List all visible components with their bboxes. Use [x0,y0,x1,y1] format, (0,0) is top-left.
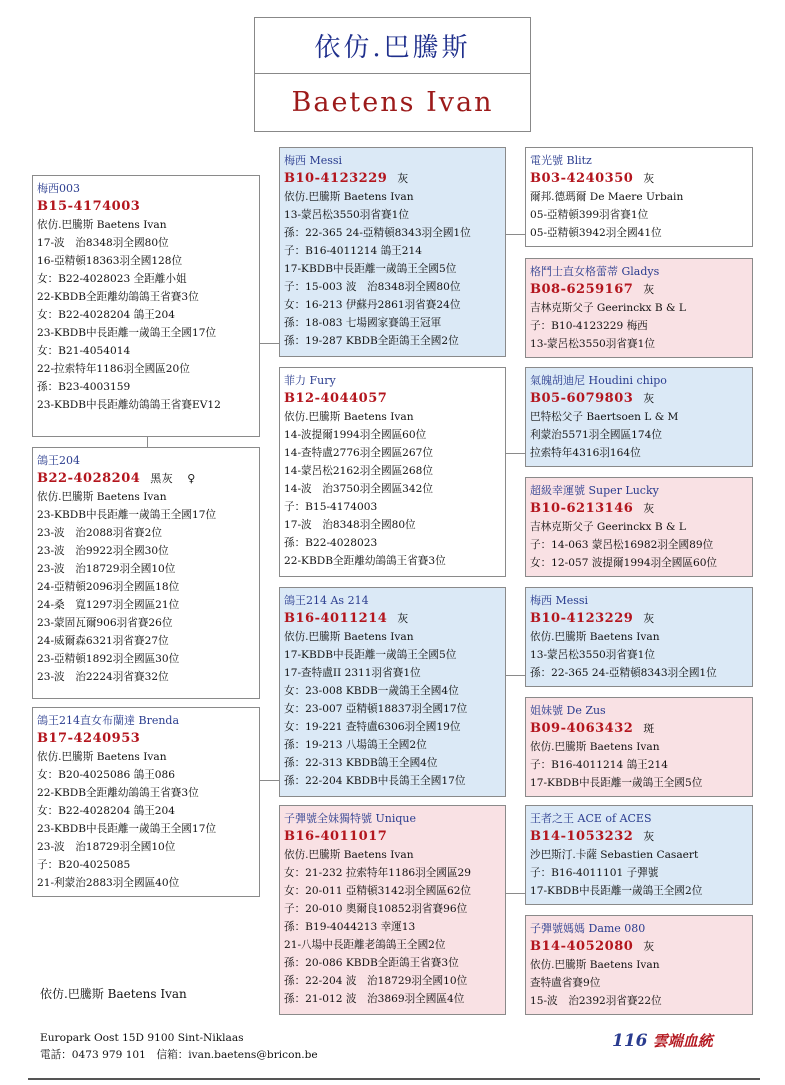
pigeon-name: 梅西 Messi [284,154,343,167]
feather-color: 灰 [643,172,655,185]
pedigree-line: 14-查特盧2776羽全國區267位 [284,447,433,459]
ring-number: B10-6213146 [530,501,634,516]
pedigree-line: 子：B16-4011214 鴿王214 [530,759,668,771]
pedigree-line: 17-KBDB中長距離一歲鴿王全國5位 [284,649,457,661]
ring-number-row [530,500,748,518]
pedigree-line: 孫：19-213 八場鴿王全國2位 [284,739,427,751]
pigeon-name: 鴿王214直女布蘭達 Brenda [37,714,180,727]
pigeon-name: 電光號 Blitz [530,154,592,167]
ring-number: B16-4011017 [284,829,388,844]
pedigree-line: 24-桑 寬1297羽全國區21位 [37,599,180,611]
pedigree-line: 23-KBDB中長距離一歲鴿王全國17位 [37,823,217,835]
card-dam [32,447,260,699]
card-dam-dam [279,805,506,1015]
pedigree-line: 依仿.巴騰斯 Baetens Ivan [284,411,414,423]
card-sss [525,147,753,247]
card-dam-sire [279,587,506,797]
pedigree-line: 孫：B19-4044213 幸運13 [284,921,416,933]
pigeon-name: 姐妹號 De Zus [530,704,606,717]
pedigree-line: 23-波 治2088羽省賽2位 [37,527,162,539]
pedigree-line: 依仿.巴騰斯 Baetens Ivan [37,751,167,763]
ring-number: B03-4240350 [530,171,634,186]
pedigree-line: 17-KBDB中長距離一歲鴿王全國5位 [530,777,703,789]
pedigree-line: 子：B16-4011101 子彈號 [530,867,659,879]
pigeon-name: 氣魄胡迪尼 Houdini chipo [530,374,667,387]
pedigree-line: 女：B22-4028023 全距離小姐 [37,273,187,285]
pigeon-name: 子彈號媽媽 Dame 080 [530,922,646,935]
card-ssd [525,258,753,358]
feather-color: 灰 [643,940,655,953]
pigeon-name: 鴿王214 As 214 [284,594,369,607]
ring-number-row [530,281,748,299]
title-box [254,17,531,132]
pedigree-line: 17-波 治8348羽全國80位 [284,519,416,531]
pedigree-line: 女：16-213 伊蘇丹2861羽省賽24位 [284,299,461,311]
card-ddd [525,915,753,1015]
pedigree-line: 22-KBDB全距離幼鴿鴿王省賽3位 [37,291,199,303]
pedigree-line: 23-波 治9922羽全國30位 [37,545,169,557]
pedigree-line: 17-KBDB中長距離一歲鴿王全國5位 [284,263,457,275]
feather-color: 灰 [643,392,655,405]
card-dsd [525,697,753,797]
pedigree-line: 女：23-008 KBDB一歲鴿王全國4位 [284,685,459,697]
pedigree-line: 孫：21-012 波 治3869羽全國區4位 [284,993,465,1005]
pedigree-line: 女：B20-4025086 鴿王086 [37,769,175,781]
pedigree-line: 孫：18-083 七場國家賽鴿王冠軍 [284,317,442,329]
card-sire-sire [279,147,506,357]
pedigree-line: 05-亞精頓3942羽全國41位 [530,227,662,239]
address: Europark Oost 15D 9100 Sint-Niklaas [40,1032,244,1044]
pedigree-line: 孫：22-365 24-亞精頓8343羽全國1位 [530,667,717,679]
card-sire [32,175,260,437]
connector [258,780,280,781]
pedigree-line: 孫：20-086 KBDB全距鴿王省賽3位 [284,957,459,969]
pedigree-line: 23-蒙固瓦爾906羽省賽26位 [37,617,173,629]
connector [505,893,525,894]
pigeon-name: 鴿王204 [37,454,80,467]
pedigree-line: 女：12-057 波提爾1994羽全國區60位 [530,557,718,569]
pedigree-line: 巴特松父子 Baertsoen L & M [530,411,679,423]
pigeon-name: 子彈號全妹獨特號 Unique [284,812,417,825]
feather-color: 灰 [643,830,655,843]
pedigree-line: 22-KBDB全距離幼鴿鴿王省賽3位 [37,787,199,799]
title-english: Baetens Ivan [291,87,494,118]
ring-number-row [530,938,748,956]
pedigree-line: 17-波 治8348羽全國80位 [37,237,169,249]
feather-color: 灰 [643,612,655,625]
pedigree-line: 依仿.巴騰斯 Baetens Ivan [37,491,167,503]
ring-number: B22-4028204 [37,471,141,486]
ring-number: B05-6079803 [530,391,634,406]
pedigree-line: 23-波 治18729羽全國10位 [37,841,176,853]
pedigree-line: 17-KBDB中長距離一歲鴿王全國2位 [530,885,703,897]
pigeon-name: 超級幸運號 Super Lucky [530,484,659,497]
pedigree-line: 15-波 治2392羽省賽22位 [530,995,662,1007]
pedigree-line: 14-蒙呂松2162羽全國區268位 [284,465,433,477]
pedigree-line: 23-KBDB中長距離幼鴿鴿王省賽EV12 [37,399,221,411]
pedigree-line: 依仿.巴騰斯 Baetens Ivan [530,631,660,643]
pedigree-line: 24-亞精頓2096羽全國區18位 [37,581,180,593]
contact-info: 電話：0473 979 101 信箱：ivan.baetens@bricon.be [40,1049,318,1061]
ring-number-row [530,720,748,738]
feather-color: 灰 [643,283,655,296]
ring-number-row [530,610,748,628]
pedigree-line: 女：B22-4028204 鴿王204 [37,309,175,321]
pedigree-line: 子：B10-4123229 梅西 [530,320,648,332]
pedigree-line: 24-威爾森6321羽省賽27位 [37,635,169,647]
pedigree-line: 23-亞精頓1892羽全國區30位 [37,653,180,665]
pedigree-line: 21-八場中長距離老鴿鴿王全國2位 [284,939,446,951]
pedigree-line: 孫：22-313 KBDB鴿王全國4位 [284,757,438,769]
logo [612,1030,713,1051]
pedigree-line: 13-蒙呂松3550羽省賽1位 [284,209,409,221]
pedigree-line: 05-亞精頓399羽省賽1位 [530,209,649,221]
pedigree-line: 女：19-221 查特盧6306羽全國19位 [284,721,461,733]
pedigree-line: 23-KBDB中長距離一歲鴿王全國17位 [37,327,217,339]
pedigree-line: 23-波 治2224羽省賽32位 [37,671,169,683]
pedigree-line: 利蒙治5571羽全國區174位 [530,429,662,441]
pedigree-line: 女：20-011 亞精頓3142羽全國區62位 [284,885,472,897]
pedigree-line: 子：15-003 波 治8348羽全國80位 [284,281,461,293]
ring-number-row [284,610,501,628]
bottom-rule [28,1078,760,1080]
ring-number: B10-4123229 [284,171,388,186]
ring-number-row [530,828,748,846]
ring-number: B17-4240953 [37,731,141,746]
ring-number-row [284,390,501,408]
pigeon-name: 格鬥士直女格蕾蒂 Gladys [530,265,660,278]
card-dss [525,587,753,687]
pedigree-line: 依仿.巴騰斯 Baetens Ivan [284,191,414,203]
connector [505,453,525,454]
connector [505,234,525,235]
ring-number: B09-4063432 [530,721,634,736]
pedigree-line: 22-KBDB全距離幼鴿鴿王省賽3位 [284,555,446,567]
pedigree-line: 孫：B23-4003159 [37,381,131,393]
ring-number-row [530,170,748,188]
feather-color: 灰 [397,612,409,625]
pedigree-line: 23-KBDB中長距離一歲鴿王全國17位 [37,509,217,521]
pedigree-line: 依仿.巴騰斯 Baetens Ivan [530,959,660,971]
pedigree-line: 依仿.巴騰斯 Baetens Ivan [530,741,660,753]
pedigree-line: 14-波提爾1994羽全國區60位 [284,429,427,441]
pedigree-line: 孫：19-287 KBDB全距鴿王全國2位 [284,335,459,347]
ring-number-row [37,470,255,488]
pedigree-line: 子：B16-4011214 鴿王214 [284,245,422,257]
pedigree-line: 13-蒙呂松3550羽省賽1位 [530,338,655,350]
ring-number-row [284,170,501,188]
logo-text: 雲端血統 [652,1032,713,1050]
ring-number: B16-4011214 [284,611,388,626]
feather-color: 灰 [643,502,655,515]
pedigree-line: 依仿.巴騰斯 Baetens Ivan [284,631,414,643]
pedigree-line: 查特盧省賽9位 [530,977,601,989]
pedigree-line: 16-亞精頓18363羽全國128位 [37,255,183,267]
pedigree-line: 孫：22-365 24-亞精頓8343羽全國1位 [284,227,471,239]
owner-name: 依仿.巴騰斯 Baetens Ivan [40,987,187,1001]
pedigree-line: 子：14-063 蒙呂松16982羽全國89位 [530,539,714,551]
pedigree-line: 14-波 治3750羽全國區342位 [284,483,433,495]
feather-color: 黑灰 [150,472,174,485]
card-sds [525,367,753,467]
pedigree-line: 孫：22-204 KBDB中長鴿王全國17位 [284,775,466,787]
logo-number: 116 [612,1031,648,1051]
ring-number: B14-1053232 [530,829,634,844]
ring-number: B10-4123229 [530,611,634,626]
pedigree-line: 女：21-232 拉索特年1186羽全國區29 [284,867,472,879]
pedigree-line: 拉索特年4316羽164位 [530,447,641,459]
ring-number-row [37,198,255,216]
feather-color: 斑 [643,722,655,735]
pedigree-line: 孫：B22-4028023 [284,537,378,549]
pedigree-line: 子：20-010 奧爾良10852羽省賽96位 [284,903,468,915]
title-chinese: 依仿.巴騰斯 [255,18,530,74]
card-sdd [525,477,753,577]
pedigree-line: 23-波 治18729羽全國10位 [37,563,176,575]
pedigree-line: 女：23-007 亞精頓18837羽全國17位 [284,703,468,715]
pedigree-line: 女：B22-4028204 鴿王204 [37,805,175,817]
pedigree-line: 17-查特盧II 2311羽省賽1位 [284,667,421,679]
card-dds [525,805,753,905]
pedigree-line: 吉林克斯父子 Geerinckx B & L [530,521,686,533]
pigeon-name: 梅西 Messi [530,594,589,607]
ring-number: B14-4052080 [530,939,634,954]
pedigree-line: 子：B15-4174003 [284,501,378,513]
pedigree-line: 女：B21-4054014 [37,345,131,357]
ring-number: B12-4044057 [284,391,388,406]
pedigree-line: 13-蒙呂松3550羽省賽1位 [530,649,655,661]
pedigree-line: 依仿.巴騰斯 Baetens Ivan [37,219,167,231]
ring-number-row [37,730,255,748]
connector [258,343,280,344]
pedigree-line: 21-利蒙治2883羽全國區40位 [37,877,180,889]
ring-number-row [530,390,748,408]
pigeon-name: 菲力 Fury [284,374,336,387]
card-sire-dam [279,367,506,577]
contact-block [40,1030,318,1064]
card-dam-sister [32,707,260,897]
pigeon-name: 梅西003 [37,182,80,195]
pedigree-line: 爾邦.德瑪爾 De Maere Urbain [530,191,684,203]
pedigree-line: 子：B20-4025085 [37,859,131,871]
pigeon-name: 王者之王 ACE of ACES [530,812,652,825]
pedigree-line: 22-拉索特年1186羽全國區20位 [37,363,190,375]
pedigree-line: 依仿.巴騰斯 Baetens Ivan [284,849,414,861]
connector [505,675,525,676]
pedigree-line: 沙巴斯汀.卡薩 Sebastien Casaert [530,849,699,861]
ring-number-row [284,828,501,846]
pedigree-line: 吉林克斯父子 Geerinckx B & L [530,302,686,314]
ring-number: B08-6259167 [530,282,634,297]
pedigree-line: 孫：22-204 波 治18729羽全國10位 [284,975,468,987]
sex-symbol: ♀ [187,472,196,485]
feather-color: 灰 [397,172,409,185]
ring-number: B15-4174003 [37,199,141,214]
